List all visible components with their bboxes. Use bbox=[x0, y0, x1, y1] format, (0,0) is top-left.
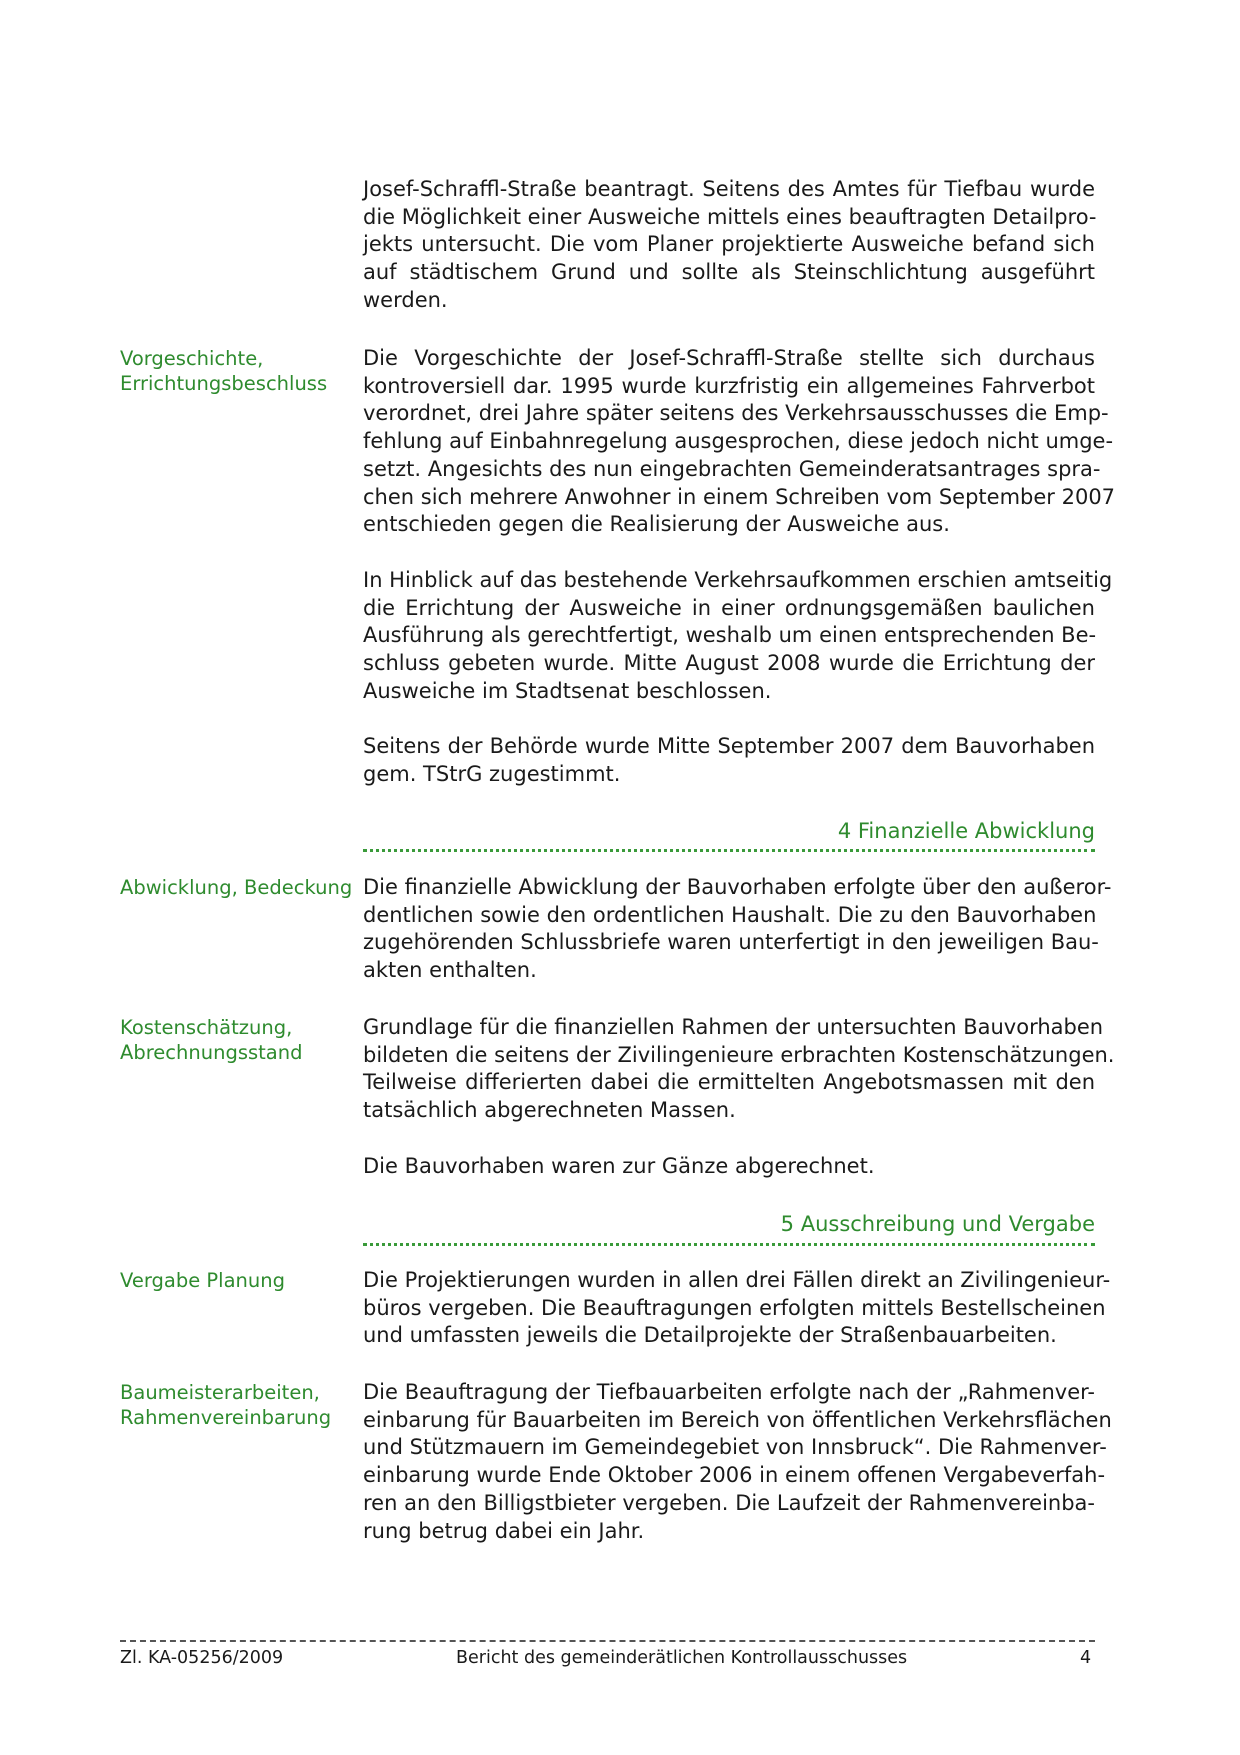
text-line: werden. bbox=[363, 287, 448, 312]
text-line: Teilweise differierten dabei die ermittelten Angebotsmassen mit den bbox=[363, 1070, 1095, 1095]
text-line: Die Bauvorhaben waren zur Gänze abgerechnet. bbox=[363, 1154, 875, 1178]
text-line: schluss gebeten wurde. Mitte August 2008 wurde die Errichtung der bbox=[363, 651, 1095, 676]
text-line: tatsächlich abgerechneten Massen. bbox=[363, 1098, 736, 1123]
text-line: rung betrug dabei ein Jahr. bbox=[363, 1518, 645, 1543]
text-line: fehlung auf Einbahnregelung ausgesprochen, diese jedoch nicht umge- bbox=[363, 429, 1114, 454]
text-line: Grundlage für die finanziellen Rahmen der untersuchten Bauvorhaben bbox=[363, 1015, 1104, 1039]
text-line: Ausweiche im Stadtsenat beschlossen. bbox=[363, 678, 772, 703]
paragraph-text bbox=[363, 874, 1112, 985]
margin-note-line: Abrechnungsstand bbox=[120, 1041, 303, 1064]
text-line: verordnet, drei Jahre später seitens des Verkehrsausschusses die Emp- bbox=[363, 401, 1109, 426]
heading-rule bbox=[363, 849, 1095, 852]
text-line: und umfassten jeweils die Detailprojekte der Straßenbauarbeiten. bbox=[363, 1323, 1057, 1348]
paragraph-text bbox=[363, 567, 1113, 706]
text-line: auf städtischem Grund und sollte als Steinschlichtung ausgeführt bbox=[363, 260, 1095, 285]
margin-note bbox=[120, 1268, 350, 1293]
text-line: die Errichtung der Ausweiche in einer ordnungsgemäßen baulichen bbox=[363, 595, 1095, 620]
text-line: ren an den Billigstbieter vergeben. Die Laufzeit der Rahmenvereinba- bbox=[363, 1490, 1095, 1515]
margin-note-line: Kostenschätzung, bbox=[120, 1016, 293, 1039]
text-line: Die Projektierungen wurden in allen drei Fällen direkt an Zivilingenieur- bbox=[363, 1268, 1111, 1292]
text-line: Josef-Schraffl-Straße beantragt. Seitens des Amtes für Tiefbau wurde bbox=[363, 177, 1095, 201]
text-line: dentlichen sowie den ordentlichen Haushalt. Die zu den Bauvorhaben bbox=[363, 902, 1097, 927]
paragraph-text bbox=[363, 345, 1116, 539]
paragraph-text bbox=[363, 1267, 1111, 1350]
text-line: entschieden gegen die Realisierung der Ausweiche aus. bbox=[363, 512, 950, 537]
heading-rule bbox=[363, 1243, 1095, 1246]
paragraph-text bbox=[363, 1153, 1095, 1181]
margin-note-line: Baumeisterarbeiten, bbox=[120, 1381, 320, 1404]
text-line: chen sich mehrere Anwohner in einem Schreiben vom September 2007 bbox=[363, 484, 1116, 509]
text-line: Die finanzielle Abwicklung der Bauvorhaben erfolgte über den außeror- bbox=[363, 875, 1112, 899]
section-heading: 5 Ausschreibung und Vergabe bbox=[780, 1212, 1095, 1236]
section-heading: 4 Finanzielle Abwicklung bbox=[837, 819, 1095, 843]
margin-note-line: Vergabe Planung bbox=[120, 1269, 285, 1292]
margin-note-line: Errichtungsbeschluss bbox=[120, 372, 328, 395]
text-line: In Hinblick auf das bestehende Verkehrsaufkommen erschien amtseitig bbox=[363, 568, 1113, 592]
text-line: bildeten die seitens der Zivilingenieure erbrachten Kostenschätzungen. bbox=[363, 1042, 1115, 1067]
text-line: kontroversiell dar. 1995 wurde kurzfristig ein allgemeines Fahrverbot bbox=[363, 373, 1095, 398]
text-line: Die Vorgeschichte der Josef-Schraffl-Straße stellte sich durchaus bbox=[363, 346, 1095, 370]
paragraph-text bbox=[363, 733, 1095, 788]
text-line: einbarung wurde Ende Oktober 2006 in einem offenen Vergabeverfah- bbox=[363, 1463, 1106, 1488]
margin-note bbox=[120, 1015, 350, 1065]
margin-note bbox=[120, 1380, 350, 1430]
margin-note-line: Abwicklung, Bedeckung bbox=[120, 876, 353, 899]
margin-note-line: Vorgeschichte, bbox=[120, 347, 264, 370]
footer-title: Bericht des gemeinderätlichen Kontrollausschusses bbox=[456, 1648, 908, 1668]
footer-rule bbox=[120, 1640, 1095, 1642]
text-line: Ausführung als gerechtfertigt, weshalb um einen entsprechenden Be- bbox=[363, 623, 1097, 648]
margin-note bbox=[120, 346, 350, 396]
text-line: zugehörenden Schlussbriefe waren unterfertigt in den jeweiligen Bau- bbox=[363, 930, 1099, 955]
text-line: einbarung für Bauarbeiten im Bereich von öffentlichen Verkehrsflächen bbox=[363, 1407, 1112, 1432]
text-line: die Möglichkeit einer Ausweiche mittels eines beauftragten Detailpro- bbox=[363, 204, 1097, 229]
paragraph-text bbox=[363, 176, 1095, 315]
text-line: akten enthalten. bbox=[363, 958, 537, 983]
footer-reference: Zl. KA-05256/2009 bbox=[120, 1648, 284, 1668]
text-line: Die Beauftragung der Tiefbauarbeiten erfolgte nach der „Rahmenver- bbox=[363, 1380, 1095, 1404]
text-line: jekts untersucht. Die vom Planer projektierte Ausweiche befand sich bbox=[363, 232, 1095, 257]
paragraph-text bbox=[363, 1014, 1115, 1125]
text-line: büros vergeben. Die Beauftragungen erfolgten mittels Bestellscheinen bbox=[363, 1295, 1106, 1320]
text-line: Seitens der Behörde wurde Mitte September 2007 dem Bauvorhaben bbox=[363, 734, 1095, 758]
paragraph-text bbox=[363, 1379, 1112, 1545]
margin-note bbox=[120, 875, 353, 900]
page-number: 4 bbox=[1080, 1648, 1092, 1668]
margin-note-line: Rahmenvereinbarung bbox=[120, 1406, 332, 1429]
text-line: gem. TStrG zugestimmt. bbox=[363, 761, 621, 786]
text-line: und Stützmauern im Gemeindegebiet von Innsbruck“. Die Rahmenver- bbox=[363, 1435, 1107, 1460]
text-line: setzt. Angesichts des nun eingebrachten Gemeinderatsantrages spra- bbox=[363, 456, 1101, 481]
